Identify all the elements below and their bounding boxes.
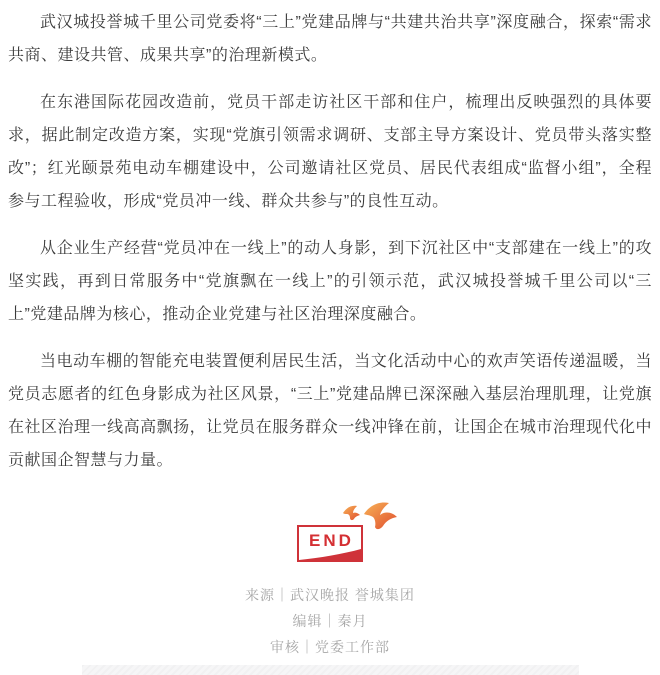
article-paragraph: 从企业生产经营“党员冲在一线上”的动人身影，到下沉社区中“支部建在一线上”的攻坚实践，再到日常服务中“党旗飘在一线上”的引领示范，武汉城投誉城千里公司以“三上”党建品牌为核心，推动企业党建与社区治理深度融合。 [8,240,652,323]
end-section [0,504,660,562]
end-badge-label: END [309,531,354,550]
footer-source: 来源｜武汉晚报 誉城集团 [245,587,415,603]
bottom-decor-strip [82,665,579,675]
end-badge-wedge [299,549,361,560]
end-badge [297,525,363,562]
small-bird-shape [343,506,360,520]
article-paragraph: 当电动车棚的智能充电装置便利居民生活，当文化活动中心的欢声笑语传递温暖，当党员志愿者的红色身影成为社区风景，“三上”党建品牌已深深融入基层治理肌理，让党旗在社区治理一线高高飘扬，让党员在服务群众一线冲锋在前，让国企在城市治理现代化中贡献国企智慧与力量。 [8,353,652,469]
footer-reviewer: 审核｜党委工作部 [270,639,390,655]
large-bird-shape [364,502,397,529]
article-paragraph: 武汉城投誉城千里公司党委将“三上”党建品牌与“共建共治共享”深度融合，探索“需求共商、建设共管、成果共享”的治理新模式。 [8,14,652,64]
article-footer [0,582,660,660]
article-paragraph: 在东港国际花园改造前，党员干部走访社区干部和住户，梳理出反映强烈的具体要求，据此制定改造方案，实现“党旗引领需求调研、支部主导方案设计、党员带头落实整改”；红光颐景苑电动车棚建设中，公司邀请社区党员、居民代表组成“监督小组”，全程参与工程验收，形成“党员冲一线、群众共参与”的良性互动。 [8,94,652,210]
footer-editor: 编辑｜秦月 [292,613,368,629]
